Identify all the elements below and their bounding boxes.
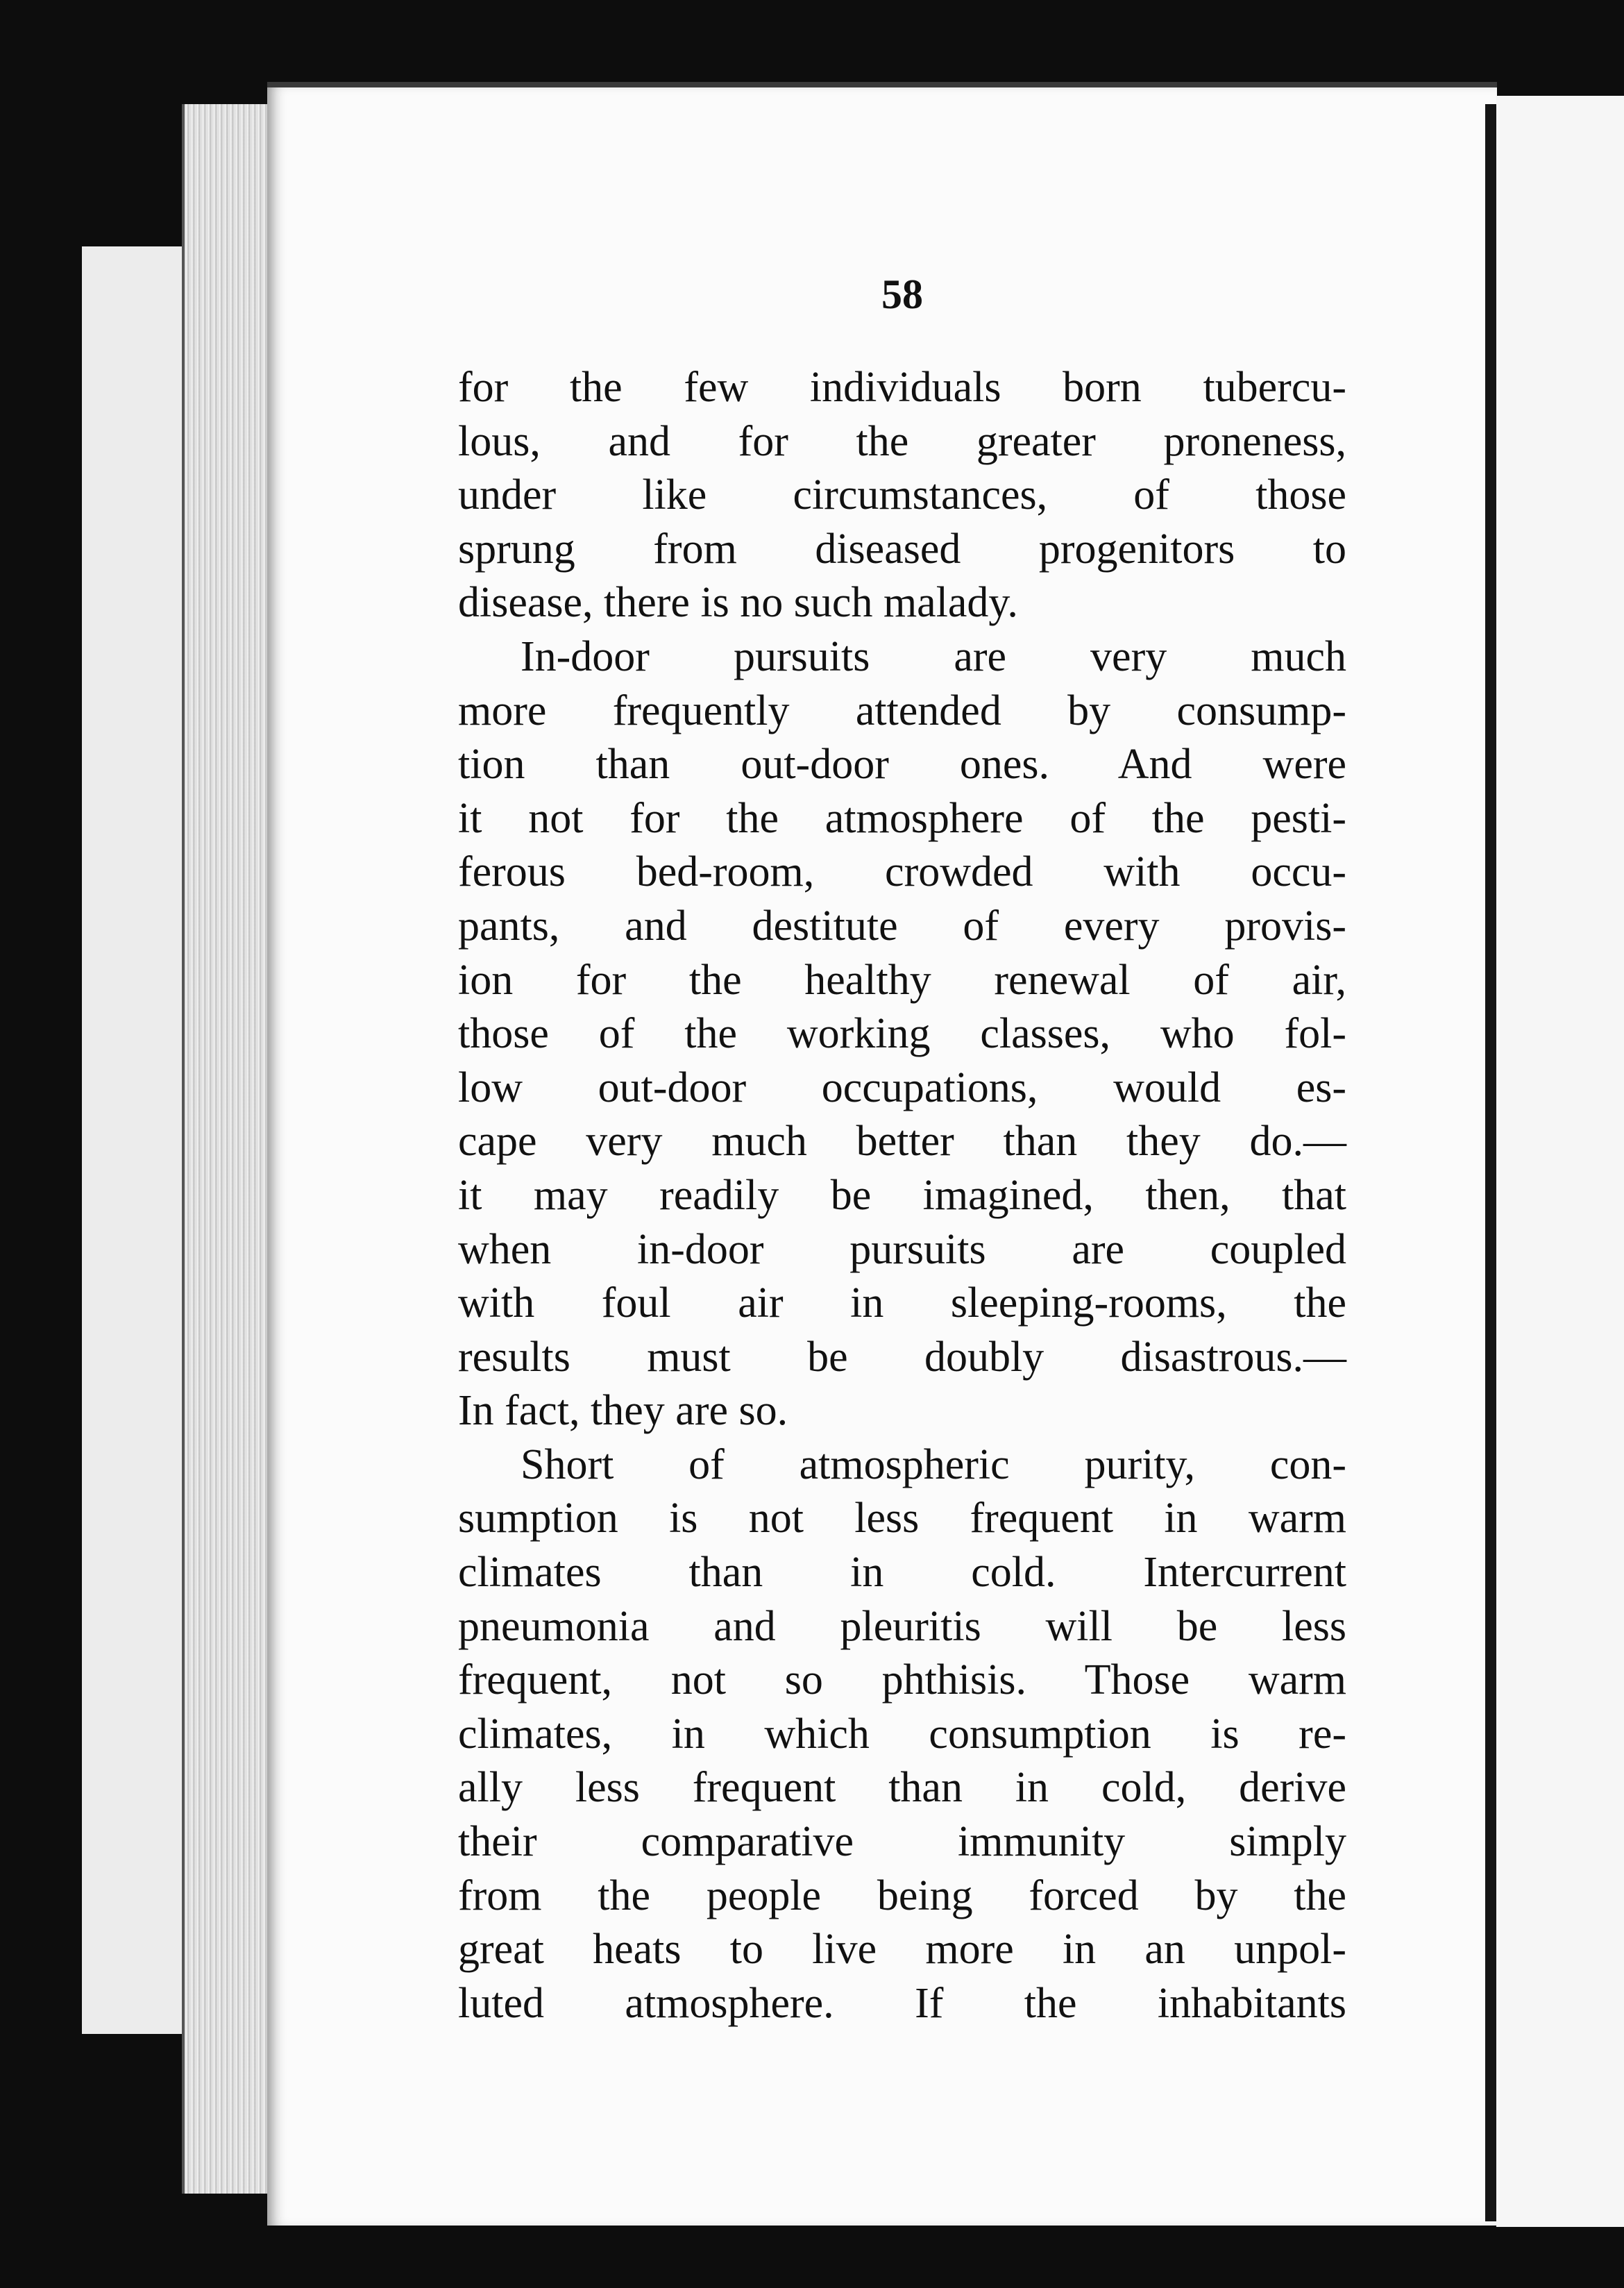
text-line: ion for the healthy renewal of air, (458, 956, 1346, 1004)
text-line: when in-door pursuits are coupled (458, 1225, 1346, 1273)
text-line: frequent, not so phthisis. Those warm (458, 1656, 1346, 1704)
text-line: sprung from diseased progenitors to (458, 525, 1346, 573)
facing-page-edge (1496, 96, 1624, 2227)
text-line: results must be doubly disastrous.— (458, 1333, 1346, 1381)
text-line: under like circumstances, of those (458, 471, 1346, 519)
text-line: it not for the atmosphere of the pesti- (458, 794, 1346, 842)
text-line: ally less frequent than in cold, derive (458, 1764, 1346, 1812)
text-line: In fact, they are so. (458, 1387, 788, 1435)
text-line: luted atmosphere. If the inhabitants (458, 1979, 1346, 2027)
text-line: cape very much better than they do.— (458, 1118, 1346, 1166)
text-line: from the people being forced by the (458, 1871, 1346, 1919)
text-line: tion than out-door ones. And were (458, 741, 1346, 789)
text-line: with foul air in sleeping-rooms, the (458, 1279, 1346, 1327)
text-line: their comparative immunity simply (458, 1818, 1346, 1866)
page-number: 58 (881, 271, 923, 317)
book-gutter (1485, 104, 1496, 2221)
text-line: low out-door occupations, would es- (458, 1063, 1346, 1111)
text-line: pants, and destitute of every provis- (458, 902, 1346, 950)
text-line: it may readily be imagined, then, that (458, 1171, 1346, 1219)
text-line: In-door pursuits are very much (521, 632, 1346, 680)
text-line: climates than in cold. Intercurrent (458, 1549, 1346, 1597)
text-line: more frequently attended by consump- (458, 687, 1346, 734)
text-line: for the few individuals born tubercu- (458, 364, 1346, 411)
text-line: Short of atmospheric purity, con- (521, 1440, 1346, 1488)
text-line: disease, there is no such malady. (458, 579, 1018, 627)
text-line: those of the working classes, who fol- (458, 1010, 1346, 1058)
text-line: climates, in which consumption is re- (458, 1710, 1346, 1758)
text-line: ferous bed-room, crowded with occu- (458, 848, 1346, 896)
body-text (458, 361, 1346, 2030)
text-line: great heats to live more in an unpol- (458, 1926, 1346, 1974)
text-line: pneumonia and pleuritis will be less (458, 1602, 1346, 1650)
text-line: lous, and for the greater proneness, (458, 417, 1346, 465)
text-line: sumption is not less frequent in warm (458, 1495, 1346, 1542)
